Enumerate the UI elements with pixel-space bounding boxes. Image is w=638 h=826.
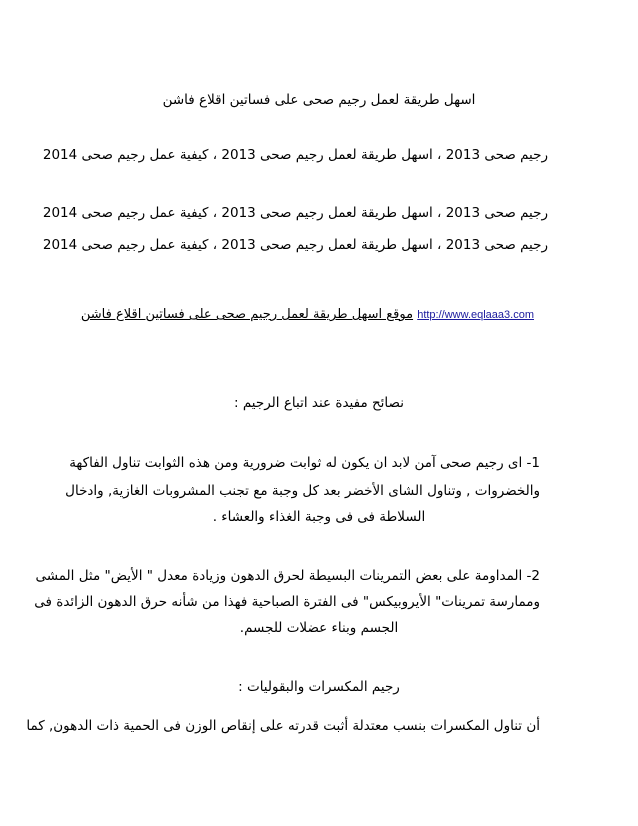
tip-1-line-2: والخضروات , وتناول الشاى الأخضر بعد كل وجبة مع تجنب المشروبات الغازية, وادخال [65, 483, 540, 499]
site-link-text[interactable]: موقع اسهل طريقة لعمل رجيم صحى على فساتين اقلاع فاشن [80, 307, 414, 322]
tip-2-line-3: الجسم وبناء عضلات للجسم. [239, 620, 399, 636]
tip-2-line-1: 2- المداومة على بعض التمرينات البسيطة لحرق الدهون وزيادة معدل " الأيض" مثل المشى [35, 568, 540, 584]
keyword-line-1: رجيم صحى 2013 ، اسهل طريقة لعمل رجيم صحى 2013 ، كيفية عمل رجيم صحى 2014 [42, 147, 548, 163]
nuts-line-1: أن تناول المكسرات بنسب معتدلة أثبت قدرته على إنقاص الوزن فى الحمية ذات الدهون, كما [26, 718, 540, 734]
tip-1-line-3: السلاطة فى فى وجبة الغذاء والعشاء . [212, 509, 426, 525]
keyword-line-2: رجيم صحى 2013 ، اسهل طريقة لعمل رجيم صحى 2013 ، كيفية عمل رجيم صحى 2014 [42, 205, 548, 221]
site-link-line[interactable] [80, 305, 538, 325]
document-title: اسهل طريقة لعمل رجيم صحى على فساتين اقلاع فاشن [162, 92, 476, 108]
nuts-heading: رجيم المكسرات والبقوليات : [238, 679, 400, 695]
tips-heading: نصائح مفيدة عند اتباع الرجيم : [233, 395, 405, 411]
site-url-link[interactable]: http://www.eqlaaa3.com [417, 309, 534, 321]
keyword-line-3: رجيم صحى 2013 ، اسهل طريقة لعمل رجيم صحى 2013 ، كيفية عمل رجيم صحى 2014 [42, 237, 548, 253]
tip-2-line-2: وممارسة تمرينات" الأيروبيكس" فى الفترة الصباحية فهذا من شأنه حرق الدهون الزائدة فى [34, 594, 540, 610]
tip-1-line-1: 1- اى رجيم صحى آمن لابد ان يكون له ثوابت ضرورية ومن هذه الثوابت تناول الفاكهة [69, 455, 540, 471]
